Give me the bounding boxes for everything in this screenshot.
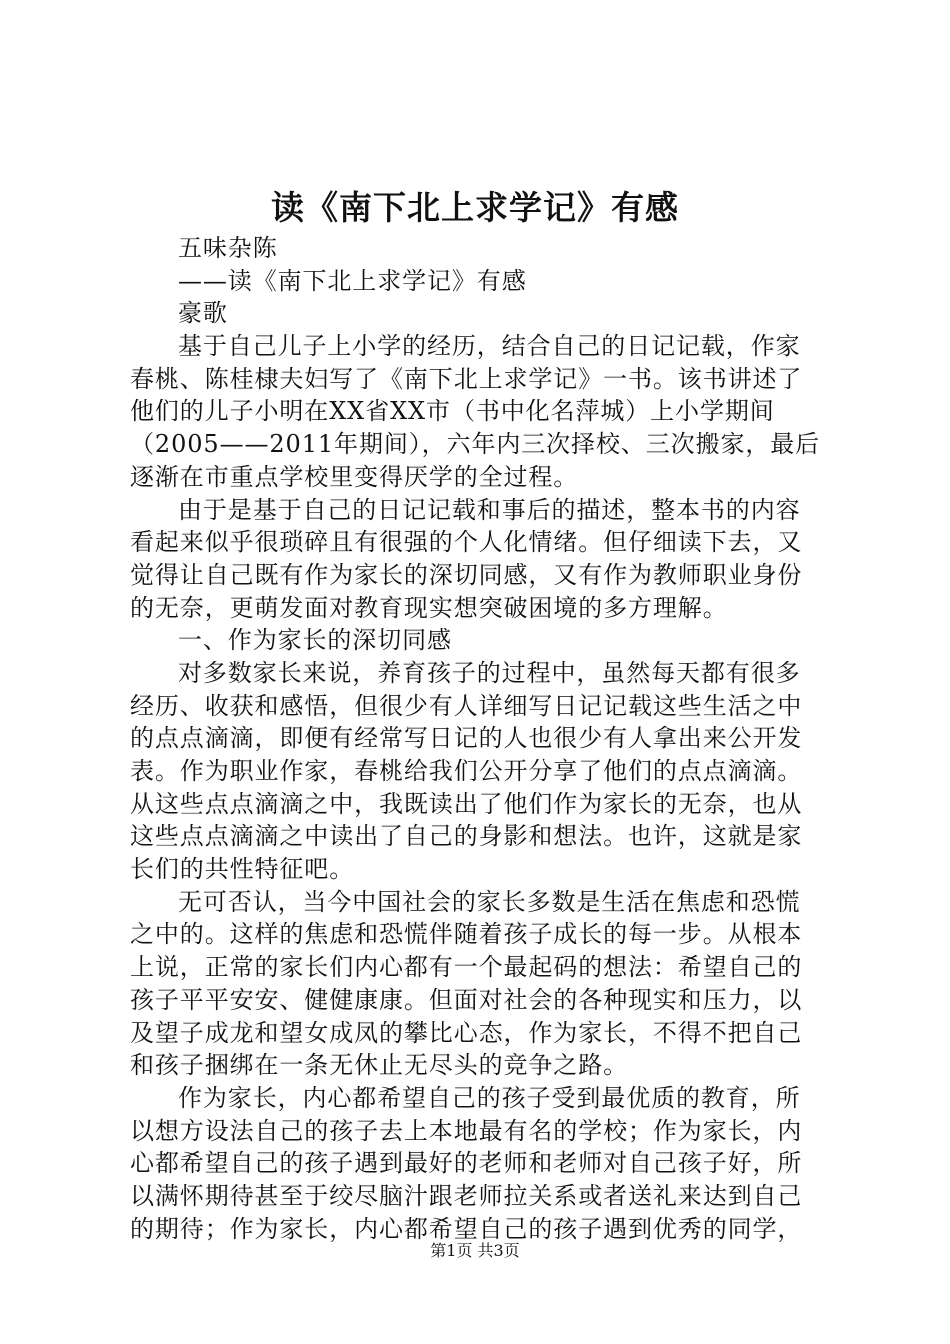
page-footer: 第1页 共3页 — [430, 1241, 520, 1260]
text-line: 以想方设法自己的孩子去上本地最有名的学校；作为家长，内 — [130, 1116, 803, 1145]
text-line: 以满怀期待甚至于绞尽脑汁跟老师拉关系或者送礼来达到自己 — [130, 1181, 803, 1210]
text-line: 心都希望自己的孩子遇到最好的老师和老师对自己孩子好，所 — [130, 1149, 803, 1178]
text-line: 的点点滴滴，即便有经常写日记的人也很少有人拿出来公开发 — [130, 724, 803, 753]
text-line: 之中的。这样的焦虑和恐慌伴随着孩子成长的每一步。从根本 — [130, 920, 803, 949]
text-line: ——读《南下北上求学记》有感 — [178, 266, 527, 295]
text-line: 这些点点滴滴之中读出了自己的身影和想法。也许，这就是家 — [130, 822, 803, 851]
text-line: 的期待；作为家长，内心都希望自己的孩子遇到优秀的同学， — [130, 1214, 803, 1243]
text-line: 无可否认，当今中国社会的家长多数是生活在焦虑和恐慌 — [178, 887, 801, 916]
text-line: 上说，正常的家长们内心都有一个最起码的想法：希望自己的 — [130, 953, 803, 982]
text-line: 五味杂陈 — [178, 234, 278, 262]
text-line: 他们的儿子小明在XX省XX市（书中化名萍城）上小学期间 — [130, 397, 775, 426]
text-line: 作为家长，内心都希望自己的孩子受到最优质的教育，所 — [178, 1083, 801, 1112]
text-line: 对多数家长来说，养育孩子的过程中，虽然每天都有很多 — [178, 658, 801, 687]
text-line: 逐渐在市重点学校里变得厌学的全过程。 — [130, 462, 579, 491]
text-line: （2005——2011年期间），六年内三次择校、三次搬家，最后 — [130, 430, 821, 459]
text-line: 经历、收获和感悟，但很少有人详细写日记记载这些生活之中 — [130, 691, 803, 720]
text-line: 及望子成龙和望女成凤的攀比心态，作为家长，不得不把自己 — [130, 1018, 803, 1047]
text-line: 一、作为家长的深切同感 — [178, 626, 452, 655]
text-line: 孩子平平安安、健健康康。但面对社会的各种现实和压力，以 — [130, 985, 803, 1014]
text-line: 表。作为职业作家，春桃给我们公开分享了他们的点点滴滴。 — [130, 757, 803, 785]
text-line: 基于自己儿子上小学的经历，结合自己的日记记载，作家 — [178, 332, 801, 361]
article-body — [130, 232, 830, 1245]
text-line: 春桃、陈桂棣夫妇写了《南下北上求学记》一书。该书讲述了 — [130, 364, 803, 393]
page-title: 读《南下北上求学记》有感 — [271, 188, 679, 227]
text-line: 觉得让自己既有作为家长的深切同感，又有作为教师职业身份 — [130, 560, 803, 589]
text-line: 由于是基于自己的日记记载和事后的描述，整本书的内容 — [178, 495, 801, 524]
text-line: 从这些点点滴滴之中，我既读出了他们作为家长的无奈，也从 — [130, 789, 803, 818]
text-line: 看起来似乎很琐碎且有很强的个人化情绪。但仔细读下去，又 — [130, 528, 803, 557]
text-line: 长们的共性特征吧。 — [130, 855, 355, 884]
text-line: 和孩子捆绑在一条无休止无尽头的竞争之路。 — [130, 1051, 628, 1080]
text-line: 豪歌 — [178, 299, 228, 328]
text-line: 的无奈，更萌发面对教育现实想突破困境的多方理解。 — [130, 593, 728, 622]
